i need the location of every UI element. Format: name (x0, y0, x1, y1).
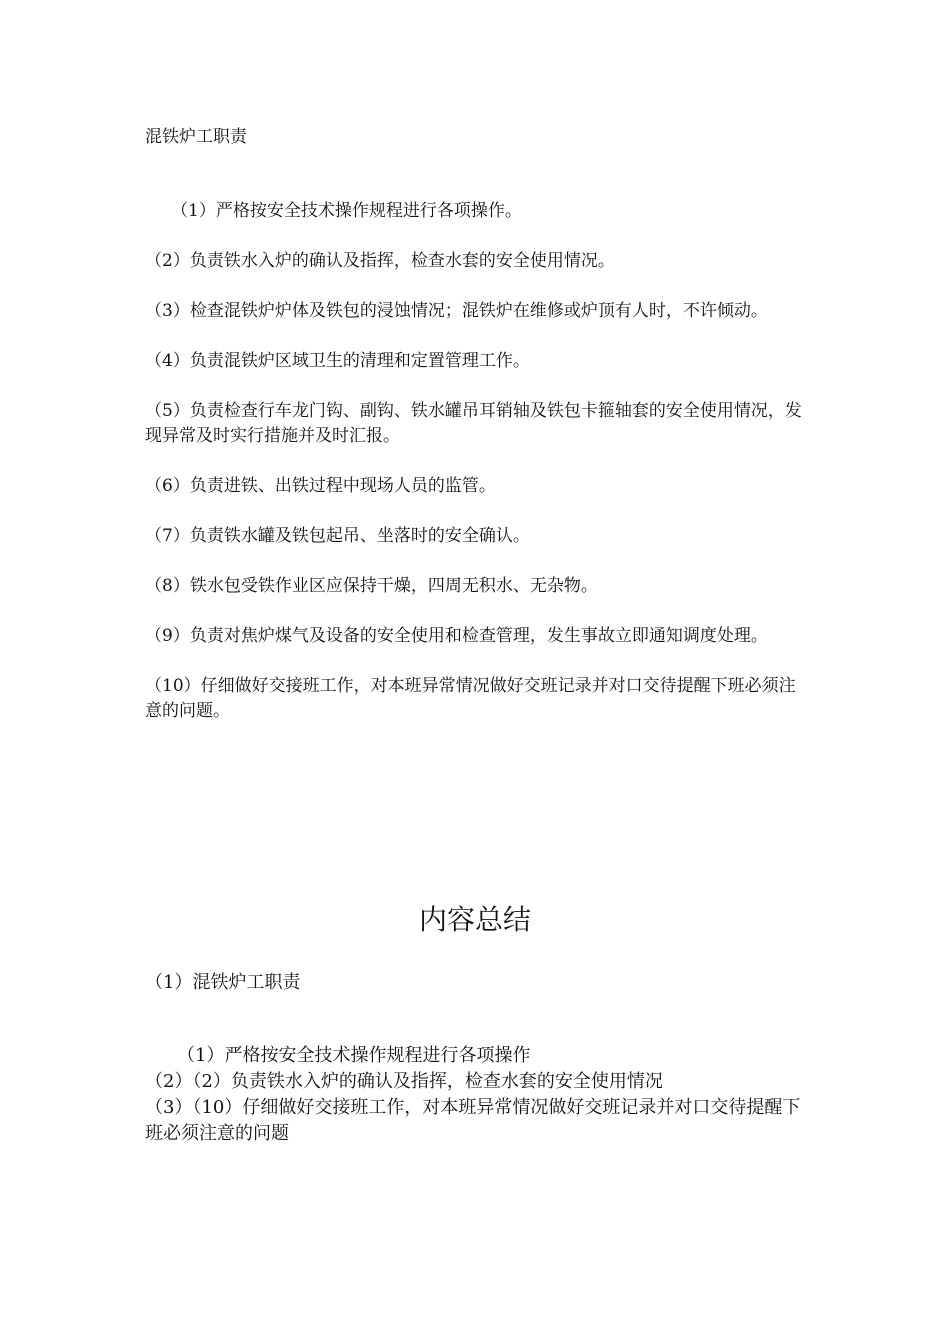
summary-item-2: （2）（2）负责铁水入炉的确认及指挥，检查水套的安全使用情况 (145, 1071, 663, 1092)
summary-list (145, 1043, 810, 1147)
duty-item-6: （6）负责进铁、出铁过程中现场人员的监管。 (145, 476, 496, 496)
summary-subtitle: （1）混铁炉工职责 (145, 972, 301, 993)
duty-item-9: （9）负责对焦炉煤气及设备的安全使用和检查管理，发生事故立即通知调度处理。 (145, 626, 768, 646)
summary-heading: 内容总结 (418, 903, 531, 936)
duty-item-1: （1）严格按安全技术操作规程进行各项操作。 (171, 201, 522, 221)
document-title: 混铁炉工职责 (145, 127, 247, 147)
summary-item-1: （1）严格按安全技术操作规程进行各项操作 (177, 1045, 531, 1066)
duty-item-3: （3）检查混铁炉炉体及铁包的浸蚀情况；混铁炉在维修或炉顶有人时，不许倾动。 (145, 301, 768, 321)
duty-item-4: （4）负责混铁炉区域卫生的清理和定置管理工作。 (145, 351, 530, 371)
duty-item-5: （5）负责检查行车龙门钩、副钩、铁水罐吊耳销轴及铁包卡箍轴套的安全使用情况，发现异常及时实行措施并及时汇报。 (145, 401, 802, 446)
duty-item-8: （8）铁水包受铁作业区应保持干燥，四周无积水、无杂物。 (145, 576, 598, 596)
duty-item-2: （2）负责铁水入炉的确认及指挥，检查水套的安全使用情况。 (145, 251, 615, 271)
summary-item-3: （3）（10）仔细做好交接班工作，对本班异常情况做好交班记录并对口交待提醒下班必须注意的问题 (145, 1097, 801, 1144)
duty-item-7: （7）负责铁水罐及铁包起吊、坐落时的安全确认。 (145, 526, 530, 546)
duty-list (145, 199, 810, 749)
duty-item-10: （10）仔细做好交接班工作，对本班异常情况做好交班记录并对口交待提醒下班必须注意的问题。 (145, 676, 796, 721)
